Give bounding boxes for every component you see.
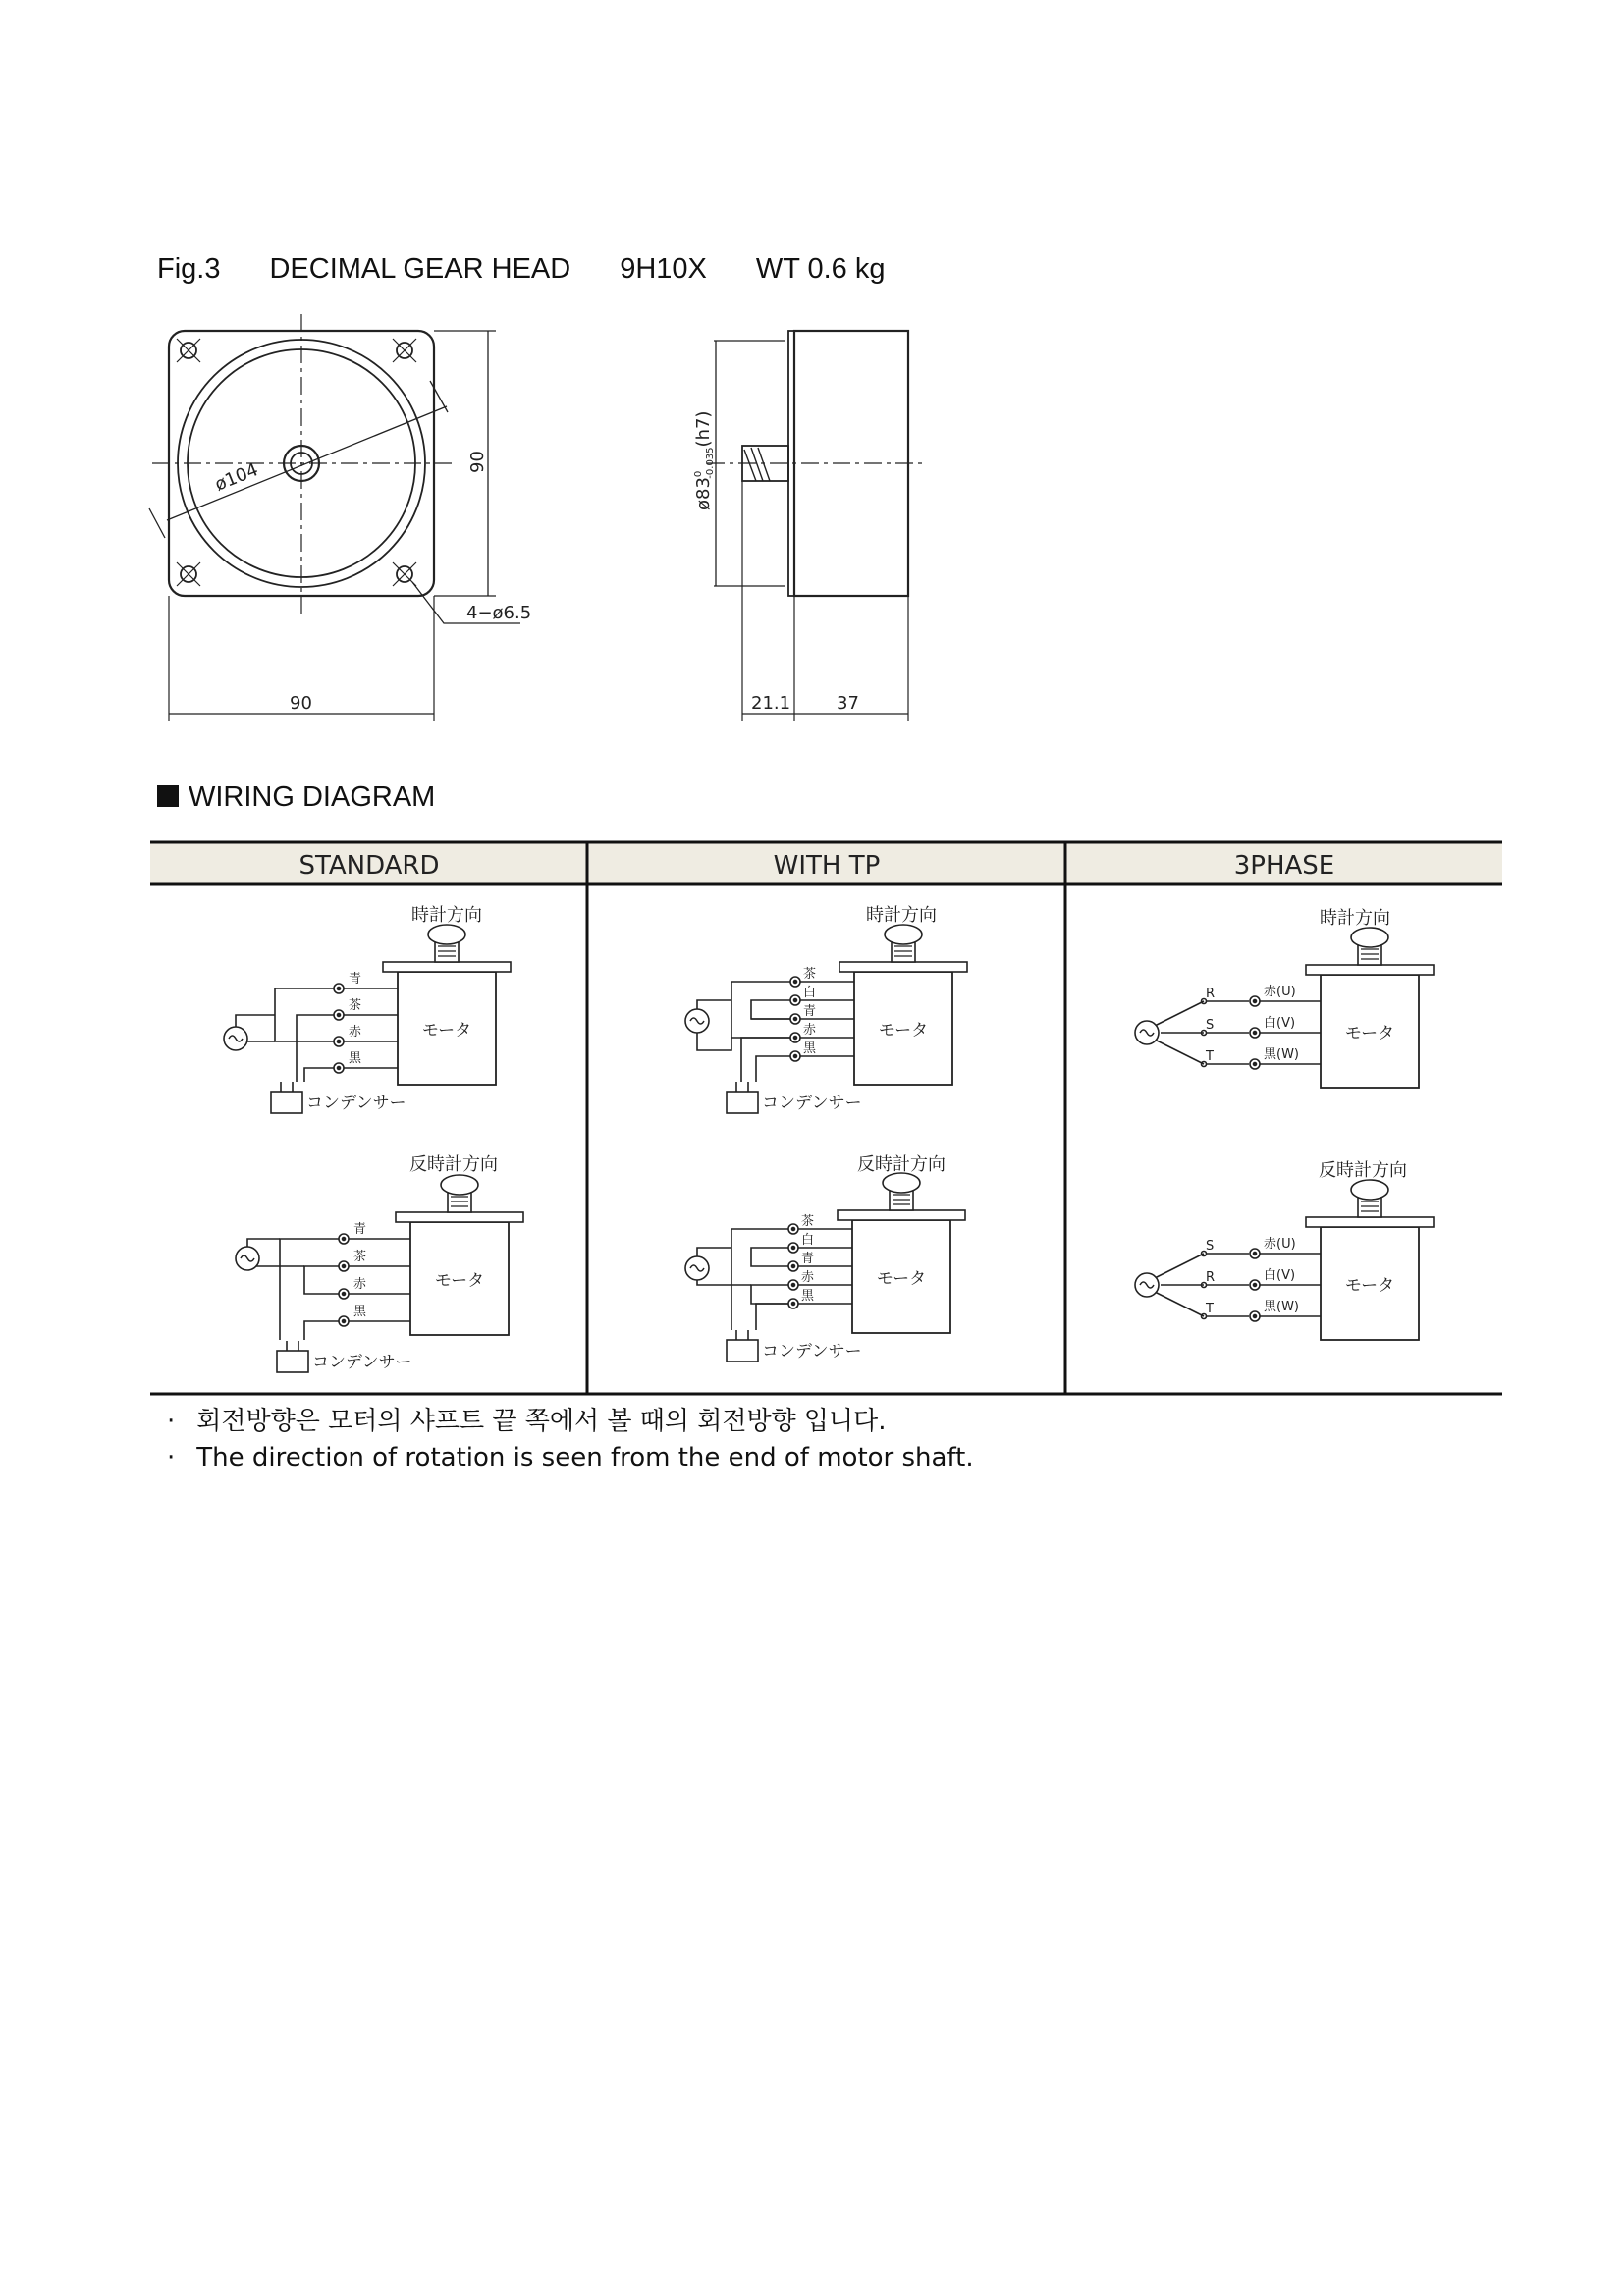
svg-text:青: 青 <box>349 972 362 987</box>
gear-head-drawing <box>0 0 1624 746</box>
dim-len-a: 21.1 <box>751 693 791 714</box>
svg-text:時計方向: 時計方向 <box>866 905 937 926</box>
svg-text:反時計方向: 反時計方向 <box>409 1154 498 1175</box>
svg-text:赤: 赤 <box>349 1025 362 1040</box>
svg-text:T: T <box>1206 1049 1214 1064</box>
svg-text:白: 白 <box>801 1233 815 1248</box>
note-korean: · 회전방향은 모터의 샤프트 끝 쪽에서 볼 때의 회전방향 입니다. <box>167 1407 887 1436</box>
svg-text:R: R <box>1206 987 1216 1001</box>
svg-text:黒: 黒 <box>801 1289 815 1304</box>
svg-text:コンデンサー: コンデンサー <box>306 1094 406 1113</box>
svg-text:茶: 茶 <box>353 1250 367 1264</box>
svg-text:赤(U): 赤(U) <box>1264 985 1296 999</box>
svg-text:モータ: モータ <box>1344 1024 1395 1043</box>
dim-diameter: ø104 <box>212 459 261 496</box>
svg-text:黒: 黒 <box>803 1041 817 1056</box>
svg-text:T: T <box>1206 1302 1214 1316</box>
figure-label: Fig.3 <box>157 253 221 285</box>
wiring-section-title: WIRING DIAGRAM <box>157 781 435 814</box>
header-standard: STANDARD <box>298 851 440 881</box>
svg-text:白: 白 <box>803 986 817 1000</box>
svg-text:黒: 黒 <box>349 1051 362 1066</box>
svg-text:茶: 茶 <box>801 1214 815 1229</box>
svg-text:モータ: モータ <box>878 1021 929 1041</box>
figure-model: 9H10X <box>620 253 707 285</box>
svg-text:赤: 赤 <box>803 1023 817 1038</box>
with-tp-ccw-diagram <box>685 1154 965 1362</box>
wiring-diagram-table <box>0 825 1624 1414</box>
svg-text:黒(W): 黒(W) <box>1264 1047 1299 1062</box>
dim-holes: 4−ø6.5 <box>466 603 532 623</box>
svg-text:青: 青 <box>353 1222 367 1237</box>
svg-text:モータ: モータ <box>421 1021 472 1041</box>
standard-ccw-diagram <box>236 1154 523 1372</box>
standard-cw-diagram <box>224 905 511 1113</box>
svg-text:黒: 黒 <box>353 1305 367 1319</box>
svg-text:時計方向: 時計方向 <box>411 905 482 926</box>
svg-text:青: 青 <box>803 1004 817 1019</box>
header-3phase: 3PHASE <box>1233 851 1335 881</box>
svg-text:R: R <box>1206 1270 1216 1285</box>
svg-text:コンデンサー: コンデンサー <box>762 1342 862 1362</box>
header-with-tp: WITH TP <box>773 851 881 881</box>
dim-len-b: 37 <box>837 693 859 714</box>
svg-text:赤: 赤 <box>801 1270 815 1285</box>
svg-text:S: S <box>1206 1239 1215 1254</box>
svg-text:コンデンサー: コンデンサー <box>312 1353 412 1372</box>
figure-name: DECIMAL GEAR HEAD <box>269 253 571 285</box>
dim-shaft: $ø83^0-0.035(h7)$ <box>693 410 716 510</box>
note-english: · The direction of rotation is seen from the end of motor shaft. <box>167 1443 974 1472</box>
svg-text:赤(U): 赤(U) <box>1264 1237 1296 1252</box>
svg-text:モータ: モータ <box>434 1271 485 1291</box>
svg-text:S: S <box>1206 1018 1215 1033</box>
svg-text:白(V): 白(V) <box>1264 1016 1296 1031</box>
svg-text:黒(W): 黒(W) <box>1264 1300 1299 1314</box>
dim-width: 90 <box>290 693 312 714</box>
svg-text:モータ: モータ <box>876 1269 927 1289</box>
svg-text:反時計方向: 反時計方向 <box>857 1154 946 1175</box>
figure-weight: WT 0.6 kg <box>755 253 886 285</box>
svg-text:反時計方向: 反時計方向 <box>1319 1160 1407 1181</box>
svg-text:茶: 茶 <box>803 967 817 982</box>
svg-text:時計方向: 時計方向 <box>1320 908 1390 929</box>
svg-text:茶: 茶 <box>349 998 362 1013</box>
three-phase-ccw-diagram <box>1135 1160 1434 1340</box>
svg-text:白(V): 白(V) <box>1264 1268 1296 1283</box>
dim-height: 90 <box>467 451 488 473</box>
three-phase-cw-diagram <box>1135 908 1434 1088</box>
svg-text:青: 青 <box>801 1252 815 1266</box>
with-tp-cw-diagram <box>685 905 967 1113</box>
svg-text:コンデンサー: コンデンサー <box>762 1094 862 1113</box>
svg-text:赤: 赤 <box>353 1277 367 1292</box>
square-bullet-icon <box>157 785 179 807</box>
svg-text:モータ: モータ <box>1344 1276 1395 1296</box>
